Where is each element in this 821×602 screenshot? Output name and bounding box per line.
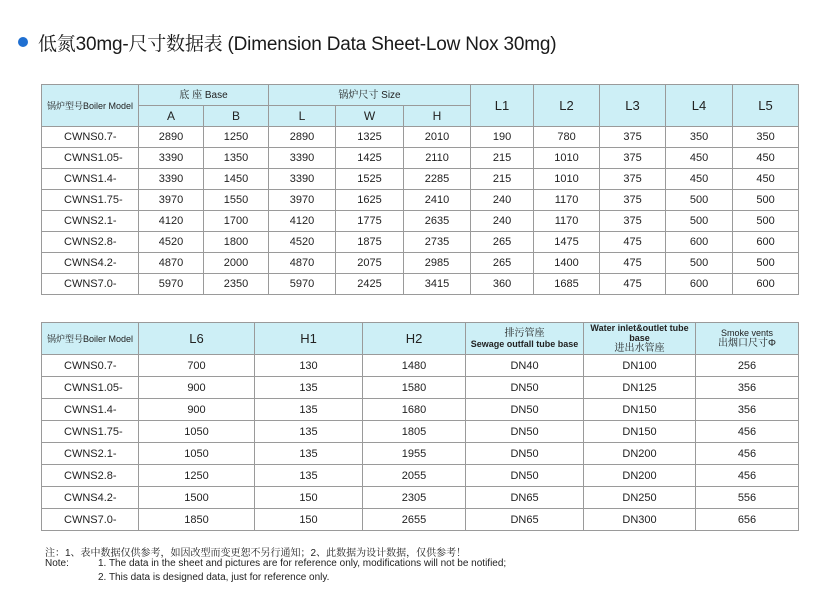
note-label: Note: <box>45 558 69 569</box>
value-cell: 5970 <box>139 274 204 295</box>
model-cell: CWNS4.2- <box>42 487 139 509</box>
value-cell: 656 <box>696 509 799 531</box>
table1-body <box>42 127 799 295</box>
value-cell: 600 <box>733 274 799 295</box>
value-cell: 375 <box>600 190 666 211</box>
sewage-header-cn: 排污管座 <box>504 328 545 339</box>
col-header-l6: L6 <box>139 323 255 355</box>
value-cell: 375 <box>600 211 666 232</box>
table-row <box>42 253 799 274</box>
value-cell: 1010 <box>534 148 600 169</box>
model-cell: CWNS7.0- <box>42 509 139 531</box>
model-cell: CWNS1.4- <box>42 399 139 421</box>
value-cell: 135 <box>255 443 363 465</box>
value-cell: DN50 <box>466 421 584 443</box>
table2-body <box>42 355 799 531</box>
value-cell: 556 <box>696 487 799 509</box>
value-cell: DN200 <box>584 443 696 465</box>
value-cell: DN150 <box>584 421 696 443</box>
col-header-h2: H2 <box>363 323 466 355</box>
value-cell: 4120 <box>139 211 204 232</box>
value-cell: 780 <box>534 127 600 148</box>
value-cell: 450 <box>666 148 733 169</box>
value-cell: 360 <box>471 274 534 295</box>
value-cell: 500 <box>666 211 733 232</box>
value-cell: 130 <box>255 355 363 377</box>
value-cell: 150 <box>255 487 363 509</box>
value-cell: 500 <box>666 253 733 274</box>
value-cell: DN40 <box>466 355 584 377</box>
col-header-sewage <box>466 323 584 355</box>
model-header: 锅炉型号Boiler Model <box>42 85 139 127</box>
value-cell: 265 <box>471 253 534 274</box>
value-cell: 475 <box>600 253 666 274</box>
value-cell: 4870 <box>139 253 204 274</box>
value-cell: DN50 <box>466 399 584 421</box>
note-line-1: 1. The data in the sheet and pictures are for reference only, modifications will not be notified; <box>98 558 507 569</box>
value-cell: 3390 <box>269 148 336 169</box>
col-header-a: A <box>139 106 204 127</box>
value-cell: DN150 <box>584 399 696 421</box>
value-cell: 1450 <box>204 169 269 190</box>
value-cell: 150 <box>255 509 363 531</box>
model-cell: CWNS2.8- <box>42 465 139 487</box>
value-cell: DN65 <box>466 487 584 509</box>
model-cell: CWNS2.1- <box>42 211 139 232</box>
value-cell: 1400 <box>534 253 600 274</box>
value-cell: 1010 <box>534 169 600 190</box>
model-cell: CWNS4.2- <box>42 253 139 274</box>
value-cell: 135 <box>255 377 363 399</box>
col-header-h1: H1 <box>255 323 363 355</box>
value-cell: 1800 <box>204 232 269 253</box>
value-cell: 2655 <box>363 509 466 531</box>
value-cell: 500 <box>733 190 799 211</box>
value-cell: 265 <box>471 232 534 253</box>
col-header-water <box>584 323 696 355</box>
value-cell: DN200 <box>584 465 696 487</box>
value-cell: 1955 <box>363 443 466 465</box>
value-cell: 450 <box>733 148 799 169</box>
value-cell: 456 <box>696 443 799 465</box>
value-cell: 4520 <box>269 232 336 253</box>
value-cell: 450 <box>733 169 799 190</box>
value-cell: 1700 <box>204 211 269 232</box>
value-cell: 1680 <box>363 399 466 421</box>
value-cell: 135 <box>255 421 363 443</box>
value-cell: 1475 <box>534 232 600 253</box>
table-row <box>42 274 799 295</box>
dimension-table-2 <box>41 322 799 531</box>
table-row <box>42 211 799 232</box>
value-cell: 3970 <box>139 190 204 211</box>
value-cell: 1525 <box>336 169 404 190</box>
col-header-l4: L4 <box>666 85 733 127</box>
value-cell: 1625 <box>336 190 404 211</box>
table-row <box>42 465 799 487</box>
value-cell: 215 <box>471 169 534 190</box>
value-cell: 2635 <box>404 211 471 232</box>
model-cell: CWNS1.05- <box>42 148 139 169</box>
value-cell: 900 <box>139 377 255 399</box>
value-cell: 135 <box>255 465 363 487</box>
value-cell: 600 <box>666 274 733 295</box>
value-cell: 356 <box>696 399 799 421</box>
model-cell: CWNS1.4- <box>42 169 139 190</box>
table-row <box>42 148 799 169</box>
value-cell: DN300 <box>584 509 696 531</box>
value-cell: 215 <box>471 148 534 169</box>
value-cell: 1325 <box>336 127 404 148</box>
value-cell: 356 <box>696 377 799 399</box>
value-cell: 375 <box>600 169 666 190</box>
value-cell: 375 <box>600 127 666 148</box>
value-cell: DN50 <box>466 465 584 487</box>
value-cell: 2010 <box>404 127 471 148</box>
note-line-2: 2. This data is designed data, just for reference only. <box>98 572 330 583</box>
value-cell: 1170 <box>534 190 600 211</box>
value-cell: 600 <box>733 232 799 253</box>
col-header-l1: L1 <box>471 85 534 127</box>
bullet-dot-icon <box>18 37 28 47</box>
model-cell: CWNS1.75- <box>42 190 139 211</box>
value-cell: DN100 <box>584 355 696 377</box>
value-cell: 3390 <box>139 148 204 169</box>
value-cell: 1250 <box>204 127 269 148</box>
value-cell: 2285 <box>404 169 471 190</box>
col-header-b: B <box>204 106 269 127</box>
page-title-row <box>18 27 556 57</box>
table-row <box>42 355 799 377</box>
smoke-header-cn: 出烟口尺寸Φ <box>718 338 776 349</box>
value-cell: 256 <box>696 355 799 377</box>
model-cell: CWNS1.75- <box>42 421 139 443</box>
value-cell: 4120 <box>269 211 336 232</box>
table-row <box>42 127 799 148</box>
value-cell: 2055 <box>363 465 466 487</box>
value-cell: 2890 <box>139 127 204 148</box>
value-cell: 3970 <box>269 190 336 211</box>
value-cell: 2735 <box>404 232 471 253</box>
table-row <box>42 169 799 190</box>
value-cell: 1350 <box>204 148 269 169</box>
table-row <box>42 399 799 421</box>
value-cell: 1480 <box>363 355 466 377</box>
table-row <box>42 190 799 211</box>
value-cell: 450 <box>666 169 733 190</box>
value-cell: 2410 <box>404 190 471 211</box>
value-cell: 135 <box>255 399 363 421</box>
value-cell: 1550 <box>204 190 269 211</box>
model-cell: CWNS2.1- <box>42 443 139 465</box>
value-cell: 1050 <box>139 443 255 465</box>
value-cell: 700 <box>139 355 255 377</box>
table-row <box>42 487 799 509</box>
value-cell: DN50 <box>466 443 584 465</box>
value-cell: 500 <box>733 253 799 274</box>
col-header-w: W <box>336 106 404 127</box>
value-cell: 1875 <box>336 232 404 253</box>
sewage-header-en: Sewage outfall tube base <box>470 339 579 349</box>
size-group-header: 锅炉尺寸 Size <box>269 85 471 106</box>
model-header: 锅炉型号Boiler Model <box>42 323 139 355</box>
value-cell: 3390 <box>269 169 336 190</box>
value-cell: 2075 <box>336 253 404 274</box>
value-cell: 1850 <box>139 509 255 531</box>
value-cell: 900 <box>139 399 255 421</box>
col-header-h: H <box>404 106 471 127</box>
value-cell: 1805 <box>363 421 466 443</box>
page-title: 低氮30mg-尺寸数据表 (Dimension Data Sheet-Low Nox 30mg) <box>38 33 557 55</box>
value-cell: 2000 <box>204 253 269 274</box>
value-cell: 456 <box>696 421 799 443</box>
table-row <box>42 421 799 443</box>
value-cell: DN65 <box>466 509 584 531</box>
table-row <box>42 443 799 465</box>
col-header-l: L <box>269 106 336 127</box>
model-cell: CWNS2.8- <box>42 232 139 253</box>
value-cell: 500 <box>733 211 799 232</box>
value-cell: 1685 <box>534 274 600 295</box>
value-cell: 1170 <box>534 211 600 232</box>
col-header-l3: L3 <box>600 85 666 127</box>
value-cell: 1050 <box>139 421 255 443</box>
value-cell: DN125 <box>584 377 696 399</box>
value-cell: 2305 <box>363 487 466 509</box>
value-cell: 240 <box>471 211 534 232</box>
value-cell: 1580 <box>363 377 466 399</box>
value-cell: 350 <box>733 127 799 148</box>
value-cell: 456 <box>696 465 799 487</box>
value-cell: 2985 <box>404 253 471 274</box>
value-cell: 4870 <box>269 253 336 274</box>
water-header-en: Water inlet&outlet tube base <box>590 323 689 343</box>
note-chinese: 注：1、表中数据仅供参考，如因改型而变更恕不另行通知；2、此数据为设计数据，仅供参考！ <box>45 548 467 559</box>
value-cell: 190 <box>471 127 534 148</box>
value-cell: 1425 <box>336 148 404 169</box>
value-cell: DN250 <box>584 487 696 509</box>
value-cell: 3390 <box>139 169 204 190</box>
value-cell: 240 <box>471 190 534 211</box>
table-row <box>42 377 799 399</box>
model-cell: CWNS0.7- <box>42 127 139 148</box>
col-header-l2: L2 <box>534 85 600 127</box>
model-cell: CWNS0.7- <box>42 355 139 377</box>
value-cell: 2425 <box>336 274 404 295</box>
table-row <box>42 509 799 531</box>
model-cell: CWNS7.0- <box>42 274 139 295</box>
value-cell: 5970 <box>269 274 336 295</box>
value-cell: 2890 <box>269 127 336 148</box>
value-cell: 1250 <box>139 465 255 487</box>
table-row <box>42 232 799 253</box>
value-cell: 600 <box>666 232 733 253</box>
value-cell: 3415 <box>404 274 471 295</box>
smoke-header-en: Smoke vents <box>720 328 774 338</box>
value-cell: 475 <box>600 274 666 295</box>
value-cell: 2110 <box>404 148 471 169</box>
value-cell: 500 <box>666 190 733 211</box>
value-cell: 375 <box>600 148 666 169</box>
col-header-smoke <box>696 323 799 355</box>
value-cell: 1775 <box>336 211 404 232</box>
base-group-header: 底 座 Base <box>139 85 269 106</box>
value-cell: DN50 <box>466 377 584 399</box>
value-cell: 2350 <box>204 274 269 295</box>
value-cell: 475 <box>600 232 666 253</box>
value-cell: 350 <box>666 127 733 148</box>
col-header-l5: L5 <box>733 85 799 127</box>
model-cell: CWNS1.05- <box>42 377 139 399</box>
dimension-table-1 <box>41 84 799 295</box>
value-cell: 4520 <box>139 232 204 253</box>
value-cell: 1500 <box>139 487 255 509</box>
water-header-cn: 进出水管座 <box>614 343 665 354</box>
